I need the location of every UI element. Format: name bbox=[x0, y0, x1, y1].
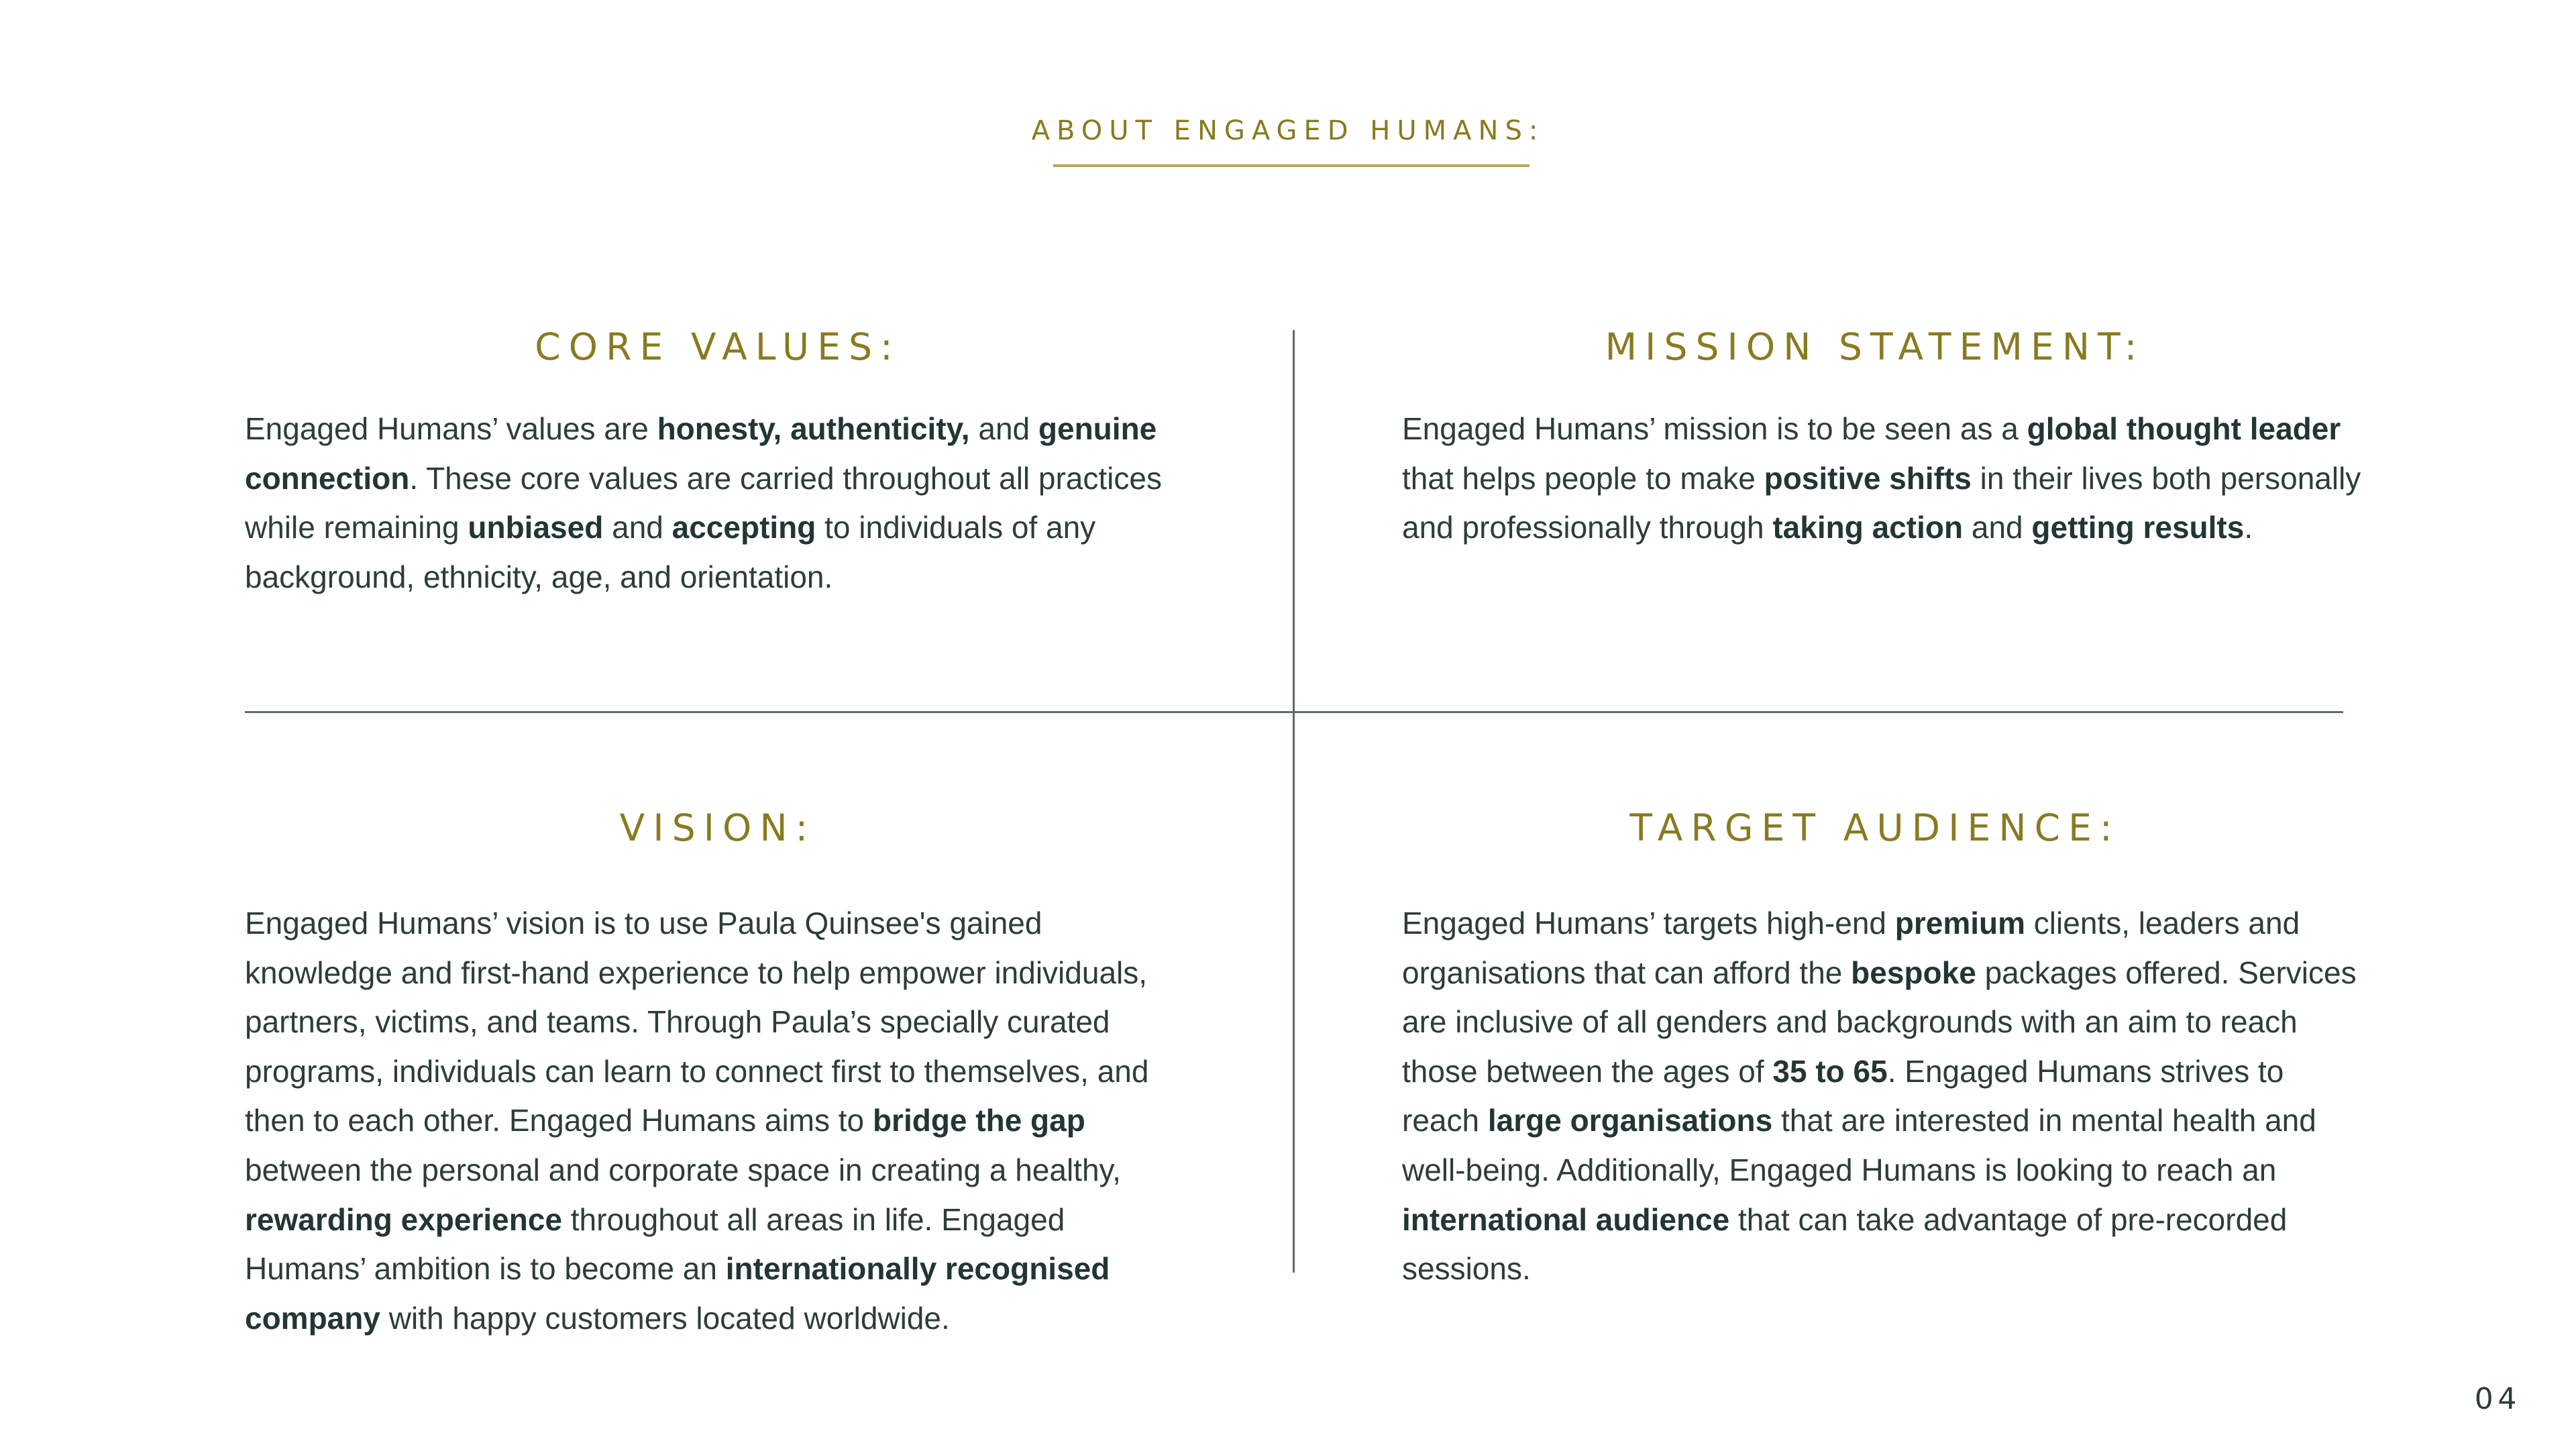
text-segment: with happy customers located worldwide. bbox=[380, 1300, 950, 1336]
bold-phrase: honesty, authenticity, bbox=[657, 411, 970, 446]
bold-phrase: premium bbox=[1894, 906, 2026, 941]
text-segment: throughout all areas in life. Engaged Humans’ ambition is to become an bbox=[245, 1201, 1065, 1287]
text-segment: Engaged Humans’ targets high-end bbox=[1402, 906, 1895, 941]
bold-phrase: international audience bbox=[1402, 1201, 1730, 1237]
page-title: ABOUT ENGAGED HUMANS: bbox=[1031, 115, 1545, 146]
bold-phrase: positive shifts bbox=[1764, 460, 1972, 496]
target-audience-title: TARGET AUDIENCE: bbox=[1629, 806, 2121, 849]
target-audience-text bbox=[1402, 899, 2368, 1294]
text-segment: packages offered. Services are inclusive of all genders and backgrounds with an aim to reach those between the ages of bbox=[1402, 955, 2357, 1089]
vision-text bbox=[245, 899, 1184, 1343]
core-values-title: CORE VALUES: bbox=[535, 325, 901, 368]
text-segment: that helps people to make bbox=[1402, 460, 1764, 496]
bold-phrase: accepting bbox=[672, 510, 816, 545]
text-segment: . bbox=[2244, 510, 2253, 545]
text-segment: . Engaged Humans strives to reach bbox=[1402, 1053, 2284, 1138]
text-segment: to individuals of any background, ethnicity, age, and orientation. bbox=[245, 510, 1096, 594]
text-segment: and bbox=[1963, 510, 2032, 545]
core-values-text bbox=[245, 405, 1184, 602]
bold-phrase: taking action bbox=[1772, 510, 1964, 545]
vision-title: VISION: bbox=[619, 806, 816, 849]
mission-statement-text bbox=[1402, 405, 2368, 553]
bold-phrase: rewarding experience bbox=[245, 1201, 562, 1237]
text-segment: that are interested in mental health and well-being. Additionally, Engaged Humans is looking to reach an bbox=[1402, 1103, 2316, 1187]
text-segment: Engaged Humans’ vision is to use Paula Quinsee's gained knowledge and first-hand experience to help empower individuals, partners, victims, and teams. Through Paula’s specially curated programs, individuals can learn to connect first to themselves, and then to each other. Engaged Humans aims to bbox=[245, 906, 1149, 1138]
text-segment: that can take advantage of pre-recorded sessions. bbox=[1402, 1201, 2288, 1287]
mission-statement-title: MISSION STATEMENT: bbox=[1605, 325, 2145, 368]
horizontal-divider bbox=[245, 711, 2343, 713]
vertical-divider bbox=[1293, 330, 1295, 1273]
text-segment: . These core values are carried throughout all practices while remaining bbox=[245, 460, 1162, 545]
bold-phrase: bespoke bbox=[1851, 955, 1976, 990]
bold-phrase: 35 to 65 bbox=[1772, 1053, 1888, 1089]
bold-phrase: bridge the gap bbox=[872, 1103, 1085, 1138]
bold-phrase: large organisations bbox=[1487, 1103, 1773, 1138]
bold-phrase: global thought leader bbox=[2027, 411, 2341, 446]
bold-phrase: genuine connection bbox=[245, 411, 1157, 496]
bold-phrase: internationally recognised company bbox=[245, 1251, 1110, 1336]
text-segment: Engaged Humans’ mission is to be seen as a bbox=[1402, 411, 2027, 446]
text-segment: between the personal and corporate space in creating a healthy, bbox=[245, 1152, 1121, 1187]
title-underline bbox=[1053, 164, 1529, 167]
bold-phrase: unbiased bbox=[468, 510, 604, 545]
text-segment: in their lives both personally and professionally through bbox=[1402, 460, 2361, 545]
text-segment: clients, leaders and organisations that can afford the bbox=[1402, 906, 2300, 990]
text-segment: Engaged Humans’ values are bbox=[245, 411, 657, 446]
text-segment: and bbox=[603, 510, 672, 545]
bold-phrase: getting results bbox=[2031, 510, 2245, 545]
text-segment: and bbox=[969, 411, 1038, 446]
page-number: 04 bbox=[2474, 1382, 2521, 1416]
